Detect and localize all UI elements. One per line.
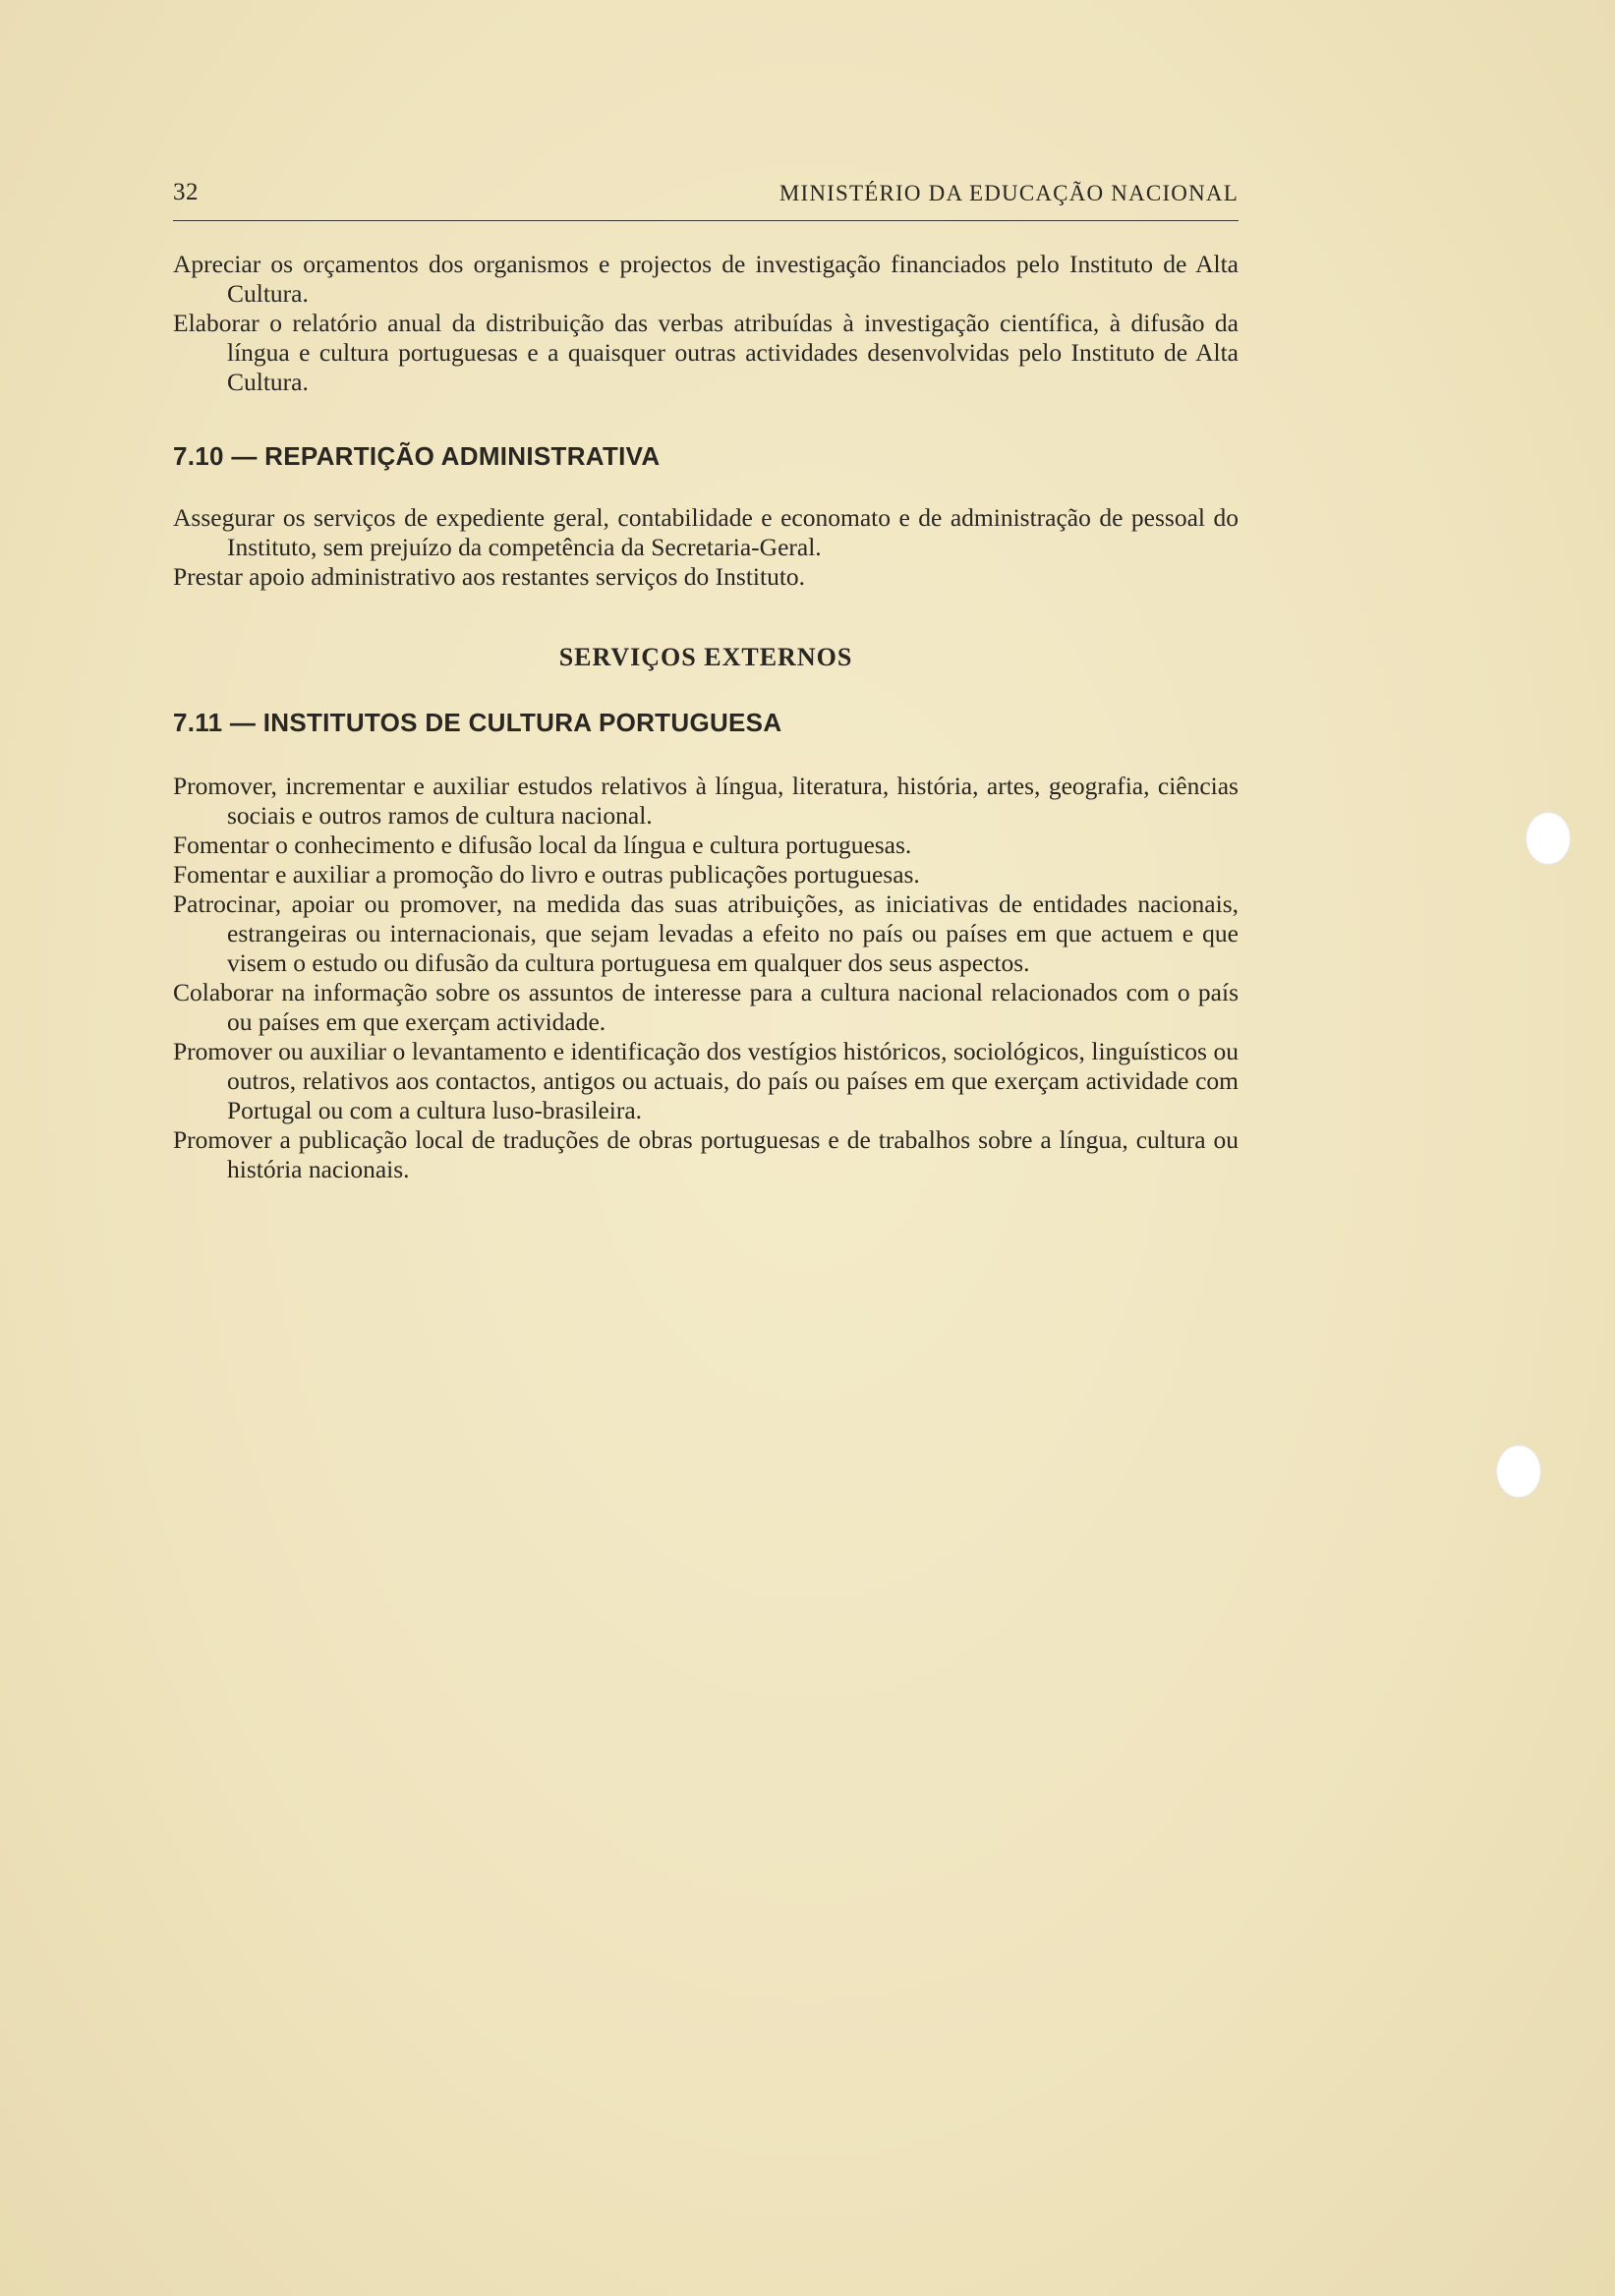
page-content (173, 250, 1239, 1184)
running-head: MINISTÉRIO DA EDUCAÇÃO NACIONAL (779, 181, 1239, 205)
section-paragraph: Assegurar os serviços de expediente geral, contabilidade e economato e de administração de pessoal do Instituto, sem prejuízo da competência da Secretaria-Geral. (173, 503, 1239, 561)
section-heading-7-10: 7.10 — REPARTIÇÃO ADMINISTRATIVA (173, 441, 661, 471)
group-heading: SERVIÇOS EXTERNOS (558, 643, 853, 671)
section-paragraph: Fomentar e auxiliar a promoção do livro e outras publicações portuguesas. (173, 860, 920, 889)
section-heading-7-11: 7.11 — INSTITUTOS DE CULTURA PORTUGUESA (173, 708, 782, 737)
intro-paragraph: Elaborar o relatório anual da distribuição das verbas atribuídas à investigação científica, à difusão da língua e cultura portuguesas e a quaisquer outras actividades desenvolvidas pelo Instituto de Alta Cultura. (173, 309, 1239, 396)
page-number: 32 (173, 179, 199, 205)
section-paragraph: Promover ou auxiliar o levantamento e identificação dos vestígios históricos, sociológicos, linguísticos ou outros, relativos aos contactos, antigos ou actuais, do país ou países em que exerçam actividade com Portugal ou com a cultura luso-brasileira. (173, 1037, 1239, 1124)
section-paragraph: Prestar apoio administrativo aos restantes serviços do Instituto. (173, 562, 806, 591)
section-paragraph: Promover a publicação local de traduções de obras portuguesas e de trabalhos sobre a língua, cultura ou história nacionais. (173, 1125, 1239, 1183)
section-7-11-body (173, 772, 1239, 1184)
section-paragraph: Colaborar na informação sobre os assuntos de interesse para a cultura nacional relacionados com o país ou países em que exerçam actividade. (173, 978, 1239, 1036)
punch-hole-upper (1526, 812, 1571, 865)
section-paragraph: Patrocinar, apoiar ou promover, na medida das suas atribuições, as iniciativas de entidades nacionais, estrangeiras ou internacionais, que sejam levadas a efeito no país ou países em que actuem e que visem o estudo ou difusão da cultura portuguesa em qualquer dos seus aspectos. (173, 890, 1239, 977)
section-7-10-body (173, 503, 1239, 592)
section-paragraph: Promover, incrementar e auxiliar estudos relativos à língua, literatura, história, artes, geografia, ciências sociais e outros ramos de cultura nacional. (173, 772, 1239, 830)
page-header (173, 177, 1239, 221)
punch-hole-lower (1496, 1445, 1541, 1498)
intro-paragraph: Apreciar os orçamentos dos organismos e projectos de investigação financiados pelo Instituto de Alta Cultura. (173, 250, 1239, 308)
section-paragraph: Fomentar o conhecimento e difusão local da língua e cultura portuguesas. (173, 831, 912, 859)
